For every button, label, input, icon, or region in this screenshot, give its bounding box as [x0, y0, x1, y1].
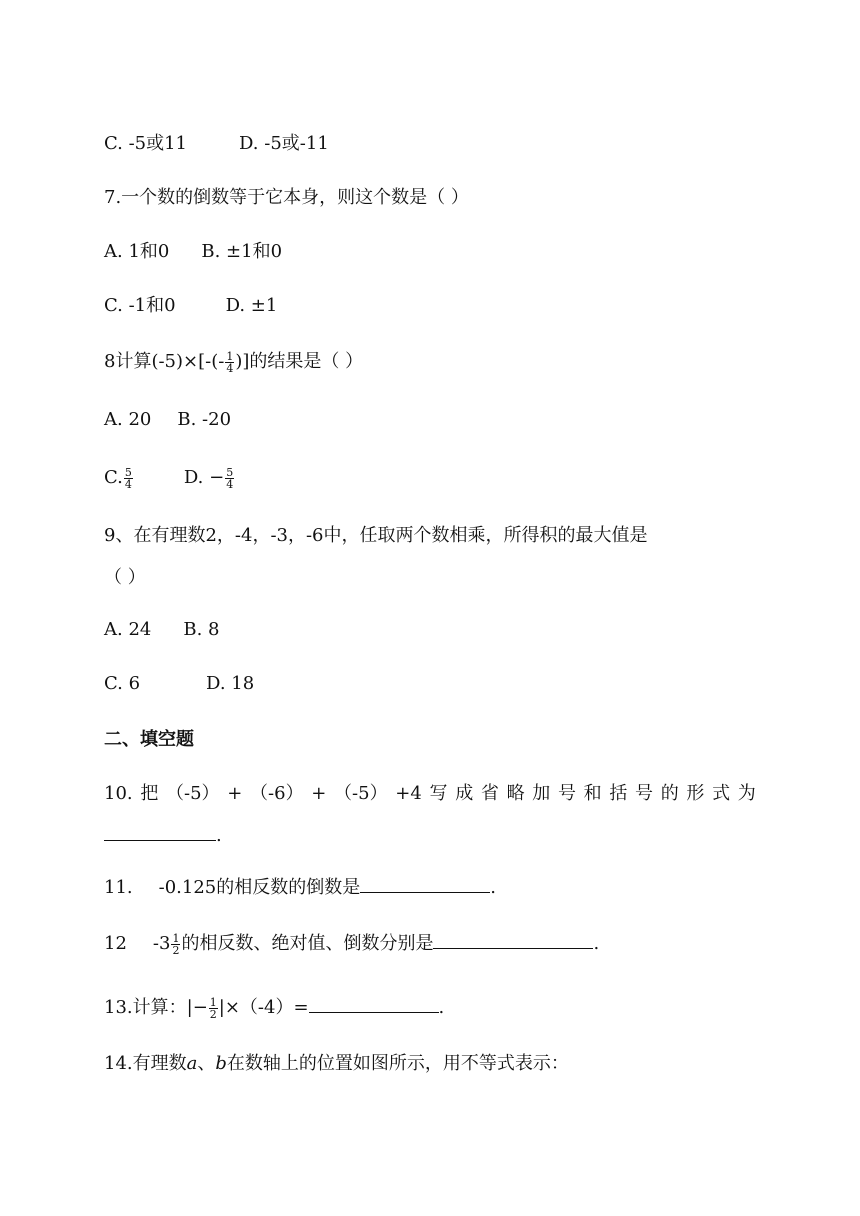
q9-stem-cont: （ ） — [104, 567, 146, 588]
q8-option-b: B. -20 — [177, 409, 232, 430]
q9-options-row1 — [104, 618, 219, 642]
q10-word: 和 — [583, 783, 602, 804]
q10-word: 式 — [712, 783, 731, 804]
q7-option-b: B. ±1和0 — [201, 241, 283, 262]
q10-words — [104, 782, 756, 806]
q8-options-row2 — [104, 466, 235, 490]
q10-word: 略 — [506, 783, 525, 804]
q11-stem: 11. -0.125的相反数的倒数是 . — [104, 877, 496, 898]
variable-a: a — [186, 1053, 198, 1074]
q10-stem — [104, 782, 756, 806]
q9-option-d: D. 18 — [206, 673, 255, 694]
q9-option-b: B. 8 — [183, 619, 220, 640]
q10-word: 形 — [686, 783, 705, 804]
q10-answer-line: . — [104, 824, 222, 848]
q10-word: （-5） — [166, 783, 220, 804]
q8-fraction: $\frac{1}{4}$ — [226, 349, 234, 375]
q7-options-row1 — [104, 240, 282, 264]
q10-word: （-6） — [250, 783, 304, 804]
q10-word: 括 — [609, 783, 628, 804]
q6-option-c: C. -5或11 — [104, 133, 188, 154]
q10-word: 10. — [104, 783, 133, 804]
q7-option-c: C. -1和0 — [104, 295, 176, 316]
q6-option-d: D. -5或-11 — [239, 133, 329, 154]
q10-word: +4 — [395, 783, 422, 804]
q8-option-c-fraction: $\frac{5}{4}$ — [124, 465, 132, 491]
q10-word: 把 — [140, 783, 159, 804]
variable-b: b — [215, 1053, 227, 1074]
q12-stem: 12 -3 $\frac{1}{2}$ 的相反数、绝对值、倒数分别是 . — [104, 931, 600, 957]
q10-word: 号 — [557, 783, 576, 804]
q8-option-a: A. 20 — [104, 409, 152, 430]
q12-fraction: $\frac{1}{2}$ — [172, 931, 180, 957]
q9-option-a: A. 24 — [104, 619, 152, 640]
q10-word: （-5） — [334, 783, 388, 804]
q8-stem: 8计算(-5)×[-(- $\frac{1}{4}$ )]的结果是（ ） — [104, 349, 364, 375]
q10-word: + — [311, 783, 327, 804]
q8-options-row1 — [104, 408, 231, 432]
q10-word: + — [227, 783, 243, 804]
q10-word: 成 — [455, 783, 474, 804]
q7-option-d: D. ±1 — [225, 295, 278, 316]
q9-options-row2 — [104, 672, 254, 696]
q9-stem: 9、在有理数2，-4，-3，-6中，任取两个数相乘，所得积的最大值是 — [104, 525, 648, 546]
q7-options-row2 — [104, 294, 277, 318]
q13-stem: 13.计算：|− $\frac{1}{2}$ |×（-4）= . — [104, 995, 445, 1021]
q7-option-a: A. 1和0 — [104, 241, 170, 262]
q12-blank — [433, 932, 593, 949]
q10-blank — [104, 824, 216, 841]
q10-word: 的 — [660, 783, 679, 804]
q11-blank — [360, 876, 490, 893]
q7-stem: 7.一个数的倒数等于它本身，则这个数是（ ） — [104, 187, 469, 208]
q10-word: 加 — [532, 783, 551, 804]
q10-word: 写 — [429, 783, 448, 804]
q10-word: 省 — [480, 783, 499, 804]
q6-options-row — [104, 132, 329, 156]
q13-fraction: $\frac{1}{2}$ — [209, 995, 217, 1021]
q13-blank — [309, 996, 439, 1013]
q8-option-d: D. − $\frac{5}{4}$ — [183, 465, 234, 491]
q14-stem: 14.有理数a、b在数轴上的位置如图所示，用不等式表示： — [104, 1053, 569, 1074]
q10-word: 号 — [635, 783, 654, 804]
section-title: 二、填空题 — [104, 729, 194, 750]
q8-option-d-fraction: $\frac{5}{4}$ — [226, 465, 234, 491]
q9-option-c: C. 6 — [104, 673, 141, 694]
q10-word: 为 — [737, 783, 756, 804]
q8-option-c: C. $\frac{5}{4}$ — [104, 465, 132, 491]
